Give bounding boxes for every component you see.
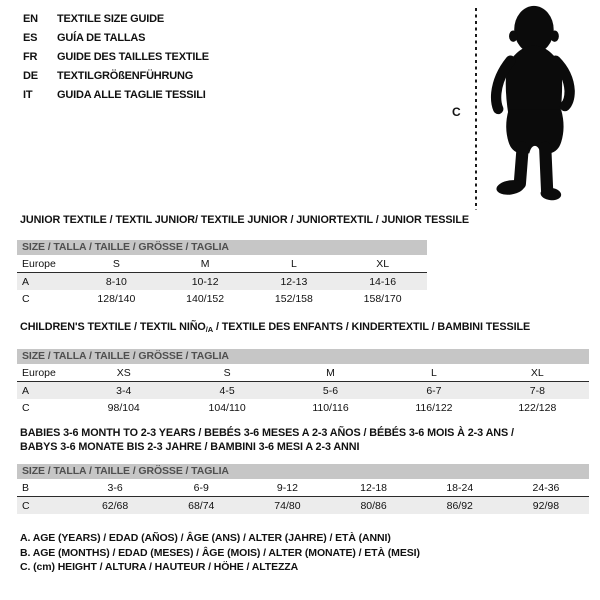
table-cell: 140/152 — [186, 292, 225, 305]
language-code: ES — [23, 31, 38, 44]
table-cell: 98/104 — [107, 401, 140, 414]
table-cell: M — [326, 367, 335, 379]
table-cell: XS — [116, 367, 131, 379]
table-cell: 86/92 — [446, 499, 473, 512]
height-dotted-line-icon — [475, 8, 477, 210]
table-row — [17, 273, 427, 290]
junior-size-table — [17, 240, 427, 307]
table-cell: 158/170 — [363, 292, 402, 305]
language-title: GUIDA ALLE TAGLIE TESSILI — [57, 89, 206, 102]
language-code: FR — [23, 50, 38, 63]
language-code: IT — [23, 89, 33, 102]
table-cell: 8-10 — [105, 275, 127, 288]
language-title: GUIDE DES TAILLES TEXTILE — [57, 50, 209, 63]
children-title-prefix: CHILDREN'S TEXTILE / TEXTIL NIÑO — [20, 321, 206, 333]
table-cell: XL — [530, 367, 544, 379]
table-cell: 6-9 — [193, 482, 209, 494]
table-cell: L — [431, 367, 437, 379]
table-cell: 92/98 — [532, 499, 560, 512]
table-cell: Europe — [22, 367, 56, 379]
table-cell: 110/116 — [312, 401, 349, 414]
babies-title-line2: BABYS 3-6 MONATE BIS 2-3 JAHRE / BAMBINI 3-6 MESI A 2-3 ANNI — [20, 441, 360, 453]
table-cell: B — [22, 482, 30, 494]
table-cell: S — [223, 367, 231, 379]
legend-notes — [20, 531, 420, 575]
table-cell: Europe — [22, 258, 56, 270]
children-title-suffix: / TEXTILE DES ENFANTS / KINDERTEXTIL / BAMBINI TESSILE — [213, 321, 531, 333]
children-table-title — [20, 320, 530, 337]
table-cell: XL — [376, 258, 390, 270]
table-cell: 104/110 — [208, 401, 246, 414]
children-size-table — [17, 349, 589, 416]
table-cell: 6-7 — [426, 384, 442, 397]
language-title: TEXTILGRÖßENFÜHRUNG — [57, 70, 194, 83]
table-cell: A — [22, 384, 30, 397]
table-cell: 12-18 — [360, 482, 388, 494]
table-cell: 74/80 — [274, 499, 301, 512]
table-cell: 4-5 — [219, 384, 235, 397]
table-cell: 152/158 — [274, 292, 313, 305]
table-row — [17, 365, 589, 382]
note-age-months: B. AGE (MONTHS) / EDAD (MESES) / ÂGE (MOIS) / ALTER (MONATE) / ETÀ (MESI) — [20, 546, 420, 559]
language-code: DE — [23, 70, 38, 83]
table-cell: 9-12 — [276, 482, 298, 494]
language-code: EN — [23, 12, 38, 25]
baby-height-figure — [0, 0, 600, 220]
table-cell: 122/128 — [518, 401, 557, 414]
height-measure-label: C — [452, 105, 461, 119]
table-cell: 80/86 — [360, 499, 387, 512]
table-cell: 18-24 — [446, 482, 474, 494]
table-cell: 62/68 — [101, 499, 129, 512]
table-cell: C — [22, 499, 30, 512]
table-cell: C — [22, 401, 30, 414]
baby-silhouette-icon — [486, 4, 580, 212]
table-cell: C — [22, 292, 30, 305]
table-cell: M — [200, 258, 210, 270]
table-cell: 7-8 — [529, 384, 545, 397]
table-cell: 3-4 — [116, 384, 132, 397]
children-title-sub: /A — [205, 325, 214, 334]
table-cell: 5-6 — [322, 384, 339, 397]
table-cell: 14-16 — [369, 275, 397, 288]
babies-table-title — [20, 426, 514, 454]
table-row — [17, 382, 589, 399]
size-header-bar: SIZE / TALLA / TAILLE / GRÖSSE / TAGLIA — [17, 464, 589, 479]
table-cell: S — [112, 258, 120, 270]
table-cell: 128/140 — [97, 292, 136, 305]
table-row — [17, 497, 589, 514]
table-cell: A — [22, 275, 30, 288]
table-row — [17, 399, 589, 416]
table-cell: 12-13 — [280, 275, 308, 288]
table-cell: 116/122 — [415, 401, 453, 414]
table-cell: 3-6 — [107, 482, 123, 494]
language-title: GUÍA DE TALLAS — [57, 31, 146, 44]
table-row — [17, 256, 427, 273]
table-cell: 68/74 — [188, 499, 215, 512]
size-header-bar: SIZE / TALLA / TAILLE / GRÖSSE / TAGLIA — [17, 349, 589, 364]
note-age-years: A. AGE (YEARS) / EDAD (AÑOS) / ÂGE (ANS) / ALTER (JAHRE) / ETÀ (ANNI) — [20, 532, 391, 544]
junior-table-title: JUNIOR TEXTILE / TEXTIL JUNIOR/ TEXTILE JUNIOR / JUNIORTEXTIL / JUNIOR TESSILE — [20, 214, 469, 226]
table-cell: 10-12 — [191, 275, 219, 288]
table-cell: L — [290, 258, 297, 270]
table-cell: 24-36 — [532, 482, 560, 494]
language-title: TEXTILE SIZE GUIDE — [57, 12, 165, 25]
babies-title-line1: BABIES 3-6 MONTH TO 2-3 YEARS / BEBÉS 3-6 MESES A 2-3 AÑOS / BÉBÉS 3-6 MOIS À 2-3 ANS / — [20, 427, 514, 439]
table-row — [17, 480, 589, 497]
table-row — [17, 290, 427, 307]
note-height-cm: C. (cm) HEIGHT / ALTURA / HAUTEUR / HÖHE / ALTEZZA — [20, 561, 299, 574]
size-header-bar: SIZE / TALLA / TAILLE / GRÖSSE / TAGLIA — [17, 240, 427, 255]
babies-size-table — [17, 464, 589, 514]
